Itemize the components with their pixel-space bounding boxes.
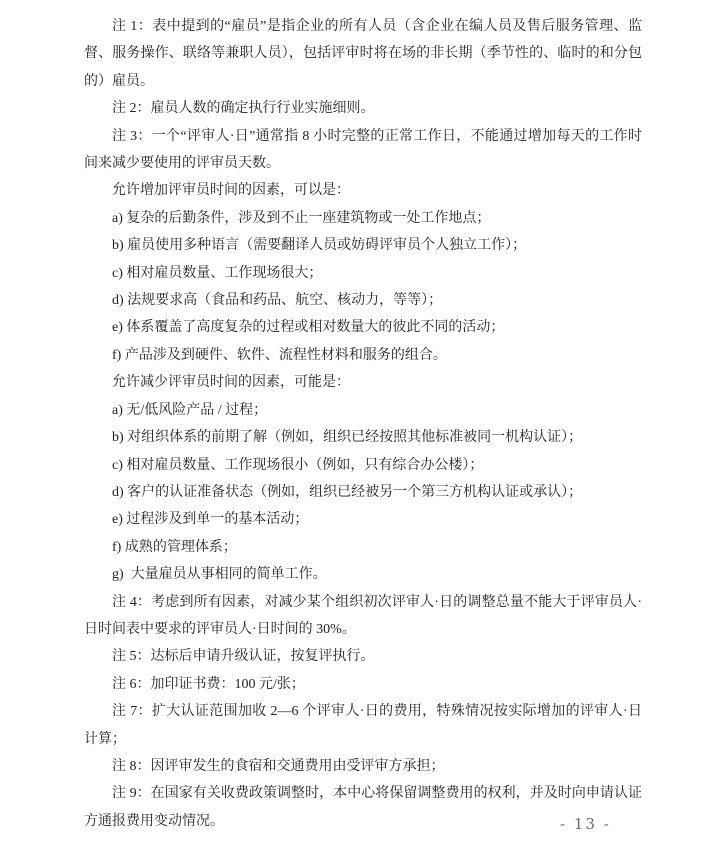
note-5: 注 5：达标后申请升级认证，按复评执行。	[112, 649, 375, 665]
page-number: - 13 -	[560, 815, 611, 833]
increase-factors-heading: 允许增加评审员时间的因素，可以是：	[112, 183, 350, 199]
decrease-item-c: c) 相对雇员数量、工作现场很小（例如，只有综合办公楼）；	[112, 457, 484, 473]
decrease-item-b: b) 对组织体系的前期了解（例如，组织已经按照其他标准被同一机构认证）；	[112, 430, 583, 446]
note-1: 注 1：表中提到的“雇员”是指企业的所有人员（含企业在编人员及售后服务管理、监督、服务操作、联络等兼职人员），包括评审时将在场的非长期（季节性的、临时的和分包的）雇员。	[84, 19, 642, 89]
note-6: 注 6：加印证书费：100 元/张；	[112, 676, 305, 692]
decrease-item-e: e) 过程涉及到单一的基本活动；	[112, 512, 309, 528]
decrease-item-g: g) 大量雇员从事相同的简单工作。	[112, 567, 327, 583]
decrease-item-f: f) 成熟的管理体系；	[112, 539, 237, 555]
increase-item-b: b) 雇员使用多种语言（需要翻译人员或妨碍评审员个人独立工作）；	[112, 238, 527, 254]
note-9: 注 9：在国家有关收费政策调整时，本中心将保留调整费用的权利，并及时向申请认证方通报费用变动情况。	[84, 786, 642, 829]
note-8: 注 8：因评审发生的食宿和交通费用由受评审方承担；	[112, 758, 445, 774]
note-3: 注 3：一个“评审人·日”通常指 8 小时完整的正常工作日，不能通过增加每天的工作时间来减少要使用的评审员天数。	[84, 128, 642, 172]
decrease-item-d: d) 客户的认证准备状态（例如，组织已经被另一个第三方机构认证或承认）；	[112, 484, 583, 500]
increase-item-f: f) 产品涉及到硬件、软件、流程性材料和服务的组合。	[112, 347, 447, 363]
increase-item-a: a) 复杂的后勤条件，涉及到不止一座建筑物或一处工作地点；	[112, 210, 491, 226]
note-4: 注 4：考虑到所有因素，对减少某个组织初次评审人·日的调整总量不能大于评审员人·日时间表中要求的评审员人·日时间的 30%。	[84, 594, 642, 637]
increase-item-e: e) 体系覆盖了高度复杂的过程或相对数量大的彼此不同的活动；	[112, 320, 505, 336]
increase-item-c: c) 相对雇员数量、工作现场很大；	[112, 265, 323, 281]
note-7: 注 7：扩大认证范围加收 2—6 个评审人·日的费用，特殊情况按实际增加的评审人·日计算；	[84, 704, 642, 747]
decrease-item-a: a) 无/低风险产品 / 过程；	[112, 402, 268, 418]
note-2: 注 2：雇员人数的确定执行行业实施细则。	[112, 101, 375, 117]
increase-item-d: d) 法规要求高（食品和药品、航空、核动力，等等）；	[112, 293, 443, 309]
document-body	[84, 13, 642, 835]
decrease-factors-heading: 允许减少评审员时间的因素，可能是：	[112, 375, 350, 391]
